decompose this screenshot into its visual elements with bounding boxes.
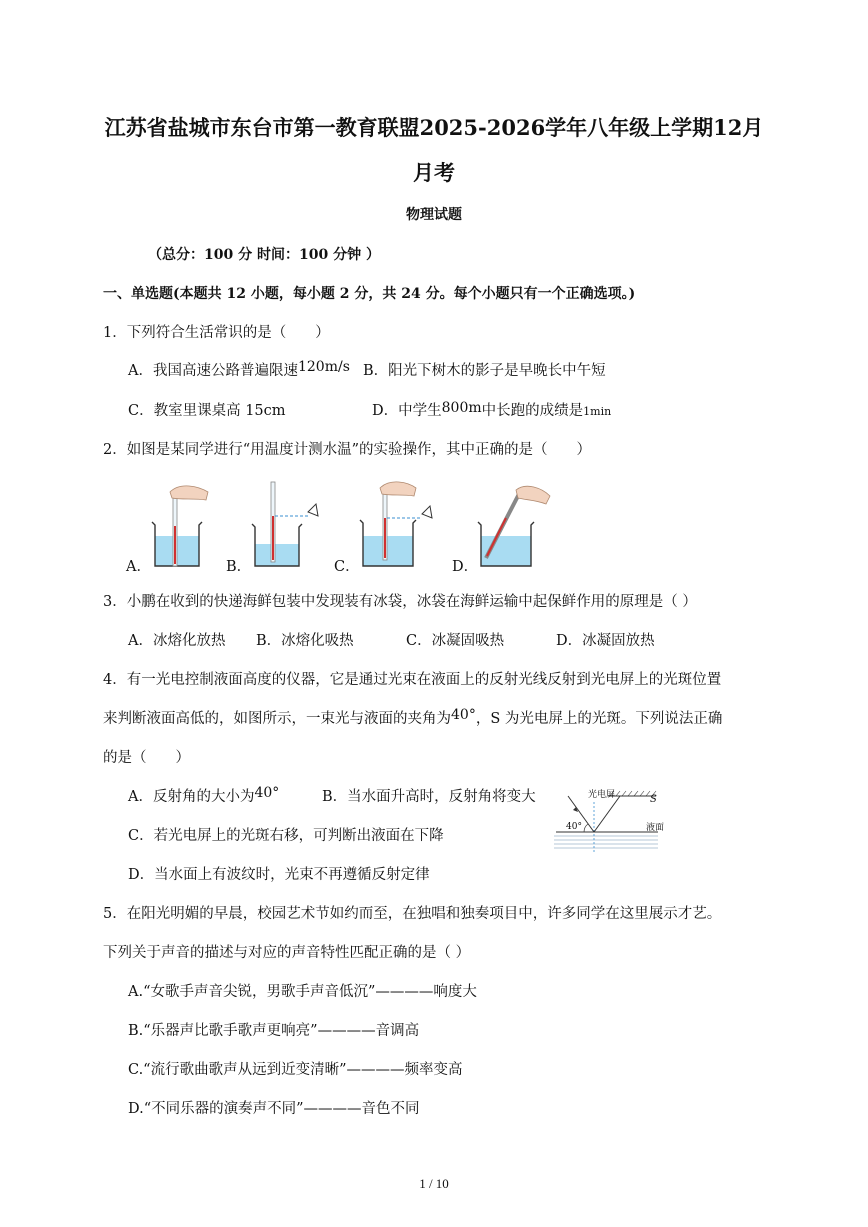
q1-option-a: A．我国高速公路普遍限速120m/s (128, 359, 350, 379)
q4-fig-angle-label: 40° (566, 822, 582, 832)
q5-option-a: A.“女歌手声音尖锐，男歌手声音低沉”————响度大 (128, 984, 477, 1000)
q4-stem-line3: 的是（ ） (103, 750, 190, 766)
q1-option-c: C．教室里课桌高 15cm (128, 403, 286, 419)
q4-option-b: B．当水面升高时，反射角将变大 (322, 789, 536, 805)
q5-option-d: D.“不同乐器的演奏声不同”————音色不同 (128, 1101, 420, 1117)
exam-title-line2: 月考 (413, 160, 455, 185)
q5-option-c: C.“流行歌曲歌声从远到近变清晰”————频率变高 (128, 1062, 463, 1078)
q4-option-d: D．当水面上有波纹时，光束不再遵循反射定律 (128, 867, 430, 883)
beaker-b-figure (250, 476, 330, 571)
q1-option-d: D．中学生800m中长跑的成绩是1min (372, 400, 612, 419)
q5-option-b: B.“乐器声比歌手歌声更响亮”————音调高 (128, 1023, 420, 1039)
q3-option-a: A．冰熔化放热 (128, 633, 226, 649)
q1-option-b: B．阳光下树木的影子是早晚长中午短 (363, 363, 606, 379)
q2-label-c: C． (334, 559, 360, 575)
q3-option-c: C．冰凝固吸热 (406, 633, 505, 649)
q3-option-d: D．冰凝固放热 (556, 633, 655, 649)
section-heading: 一、单选题(本题共 12 小题，每小题 2 分，共 24 分。每个小题只有一个正确选项。) (103, 286, 636, 302)
q3-option-b: B．冰熔化吸热 (256, 633, 354, 649)
q5-stem-line2: 下列关于声音的描述与对应的声音特性匹配正确的是（ ） (103, 945, 471, 961)
subject-title: 物理试题 (406, 207, 462, 223)
q2-stem: 2．如图是某同学进行“用温度计测水温”的实验操作，其中正确的是（ ） (103, 442, 592, 458)
exam-meta: （总分：100 分 时间：100 分钟 ） (148, 247, 380, 263)
q4-fig-screen-label: 光电屏 (588, 790, 616, 800)
beaker-c-figure (358, 476, 448, 571)
q4-option-a: A．反射角的大小为40° (128, 785, 280, 805)
q3-stem: 3．小鹏在收到的快递海鲜包装中发现装有冰袋，冰袋在海鲜运输中起保鲜作用的原理是（ ） (103, 594, 697, 610)
beaker-d-figure (476, 486, 556, 571)
q4-option-c: C．若光电屏上的光斑右移，可判断出液面在下降 (128, 828, 444, 844)
q2-label-d: D． (452, 559, 479, 575)
exam-title-line1: 江苏省盐城市东台市第一教育联盟2025-2026学年八年级上学期12月 (104, 115, 764, 140)
q1-stem: 1．下列符合生活常识的是（ ） (103, 325, 330, 341)
q4-fig-s-label: S (650, 794, 657, 805)
q5-stem-line1: 5．在阳光明媚的早晨，校园艺术节如约而至，在独唱和独奏项目中，许多同学在这里展示才艺。 (103, 906, 722, 922)
q2-label-b: B． (226, 559, 252, 575)
q4-stem-line2: 来判断液面高低的，如图所示，一束光与液面的夹角为40°，S 为光电屏上的光斑。下列说法正确 (103, 707, 723, 727)
q4-fig-liquid-label: 液面 (646, 823, 665, 833)
q2-label-a: A． (126, 559, 151, 575)
page-number: 1 / 10 (419, 1176, 449, 1191)
beaker-a-figure (150, 486, 220, 571)
q4-stem-line1: 4．有一光电控制液面高度的仪器，它是通过光束在液面上的反射光线反射到光电屏上的光斑位置 (103, 672, 722, 688)
